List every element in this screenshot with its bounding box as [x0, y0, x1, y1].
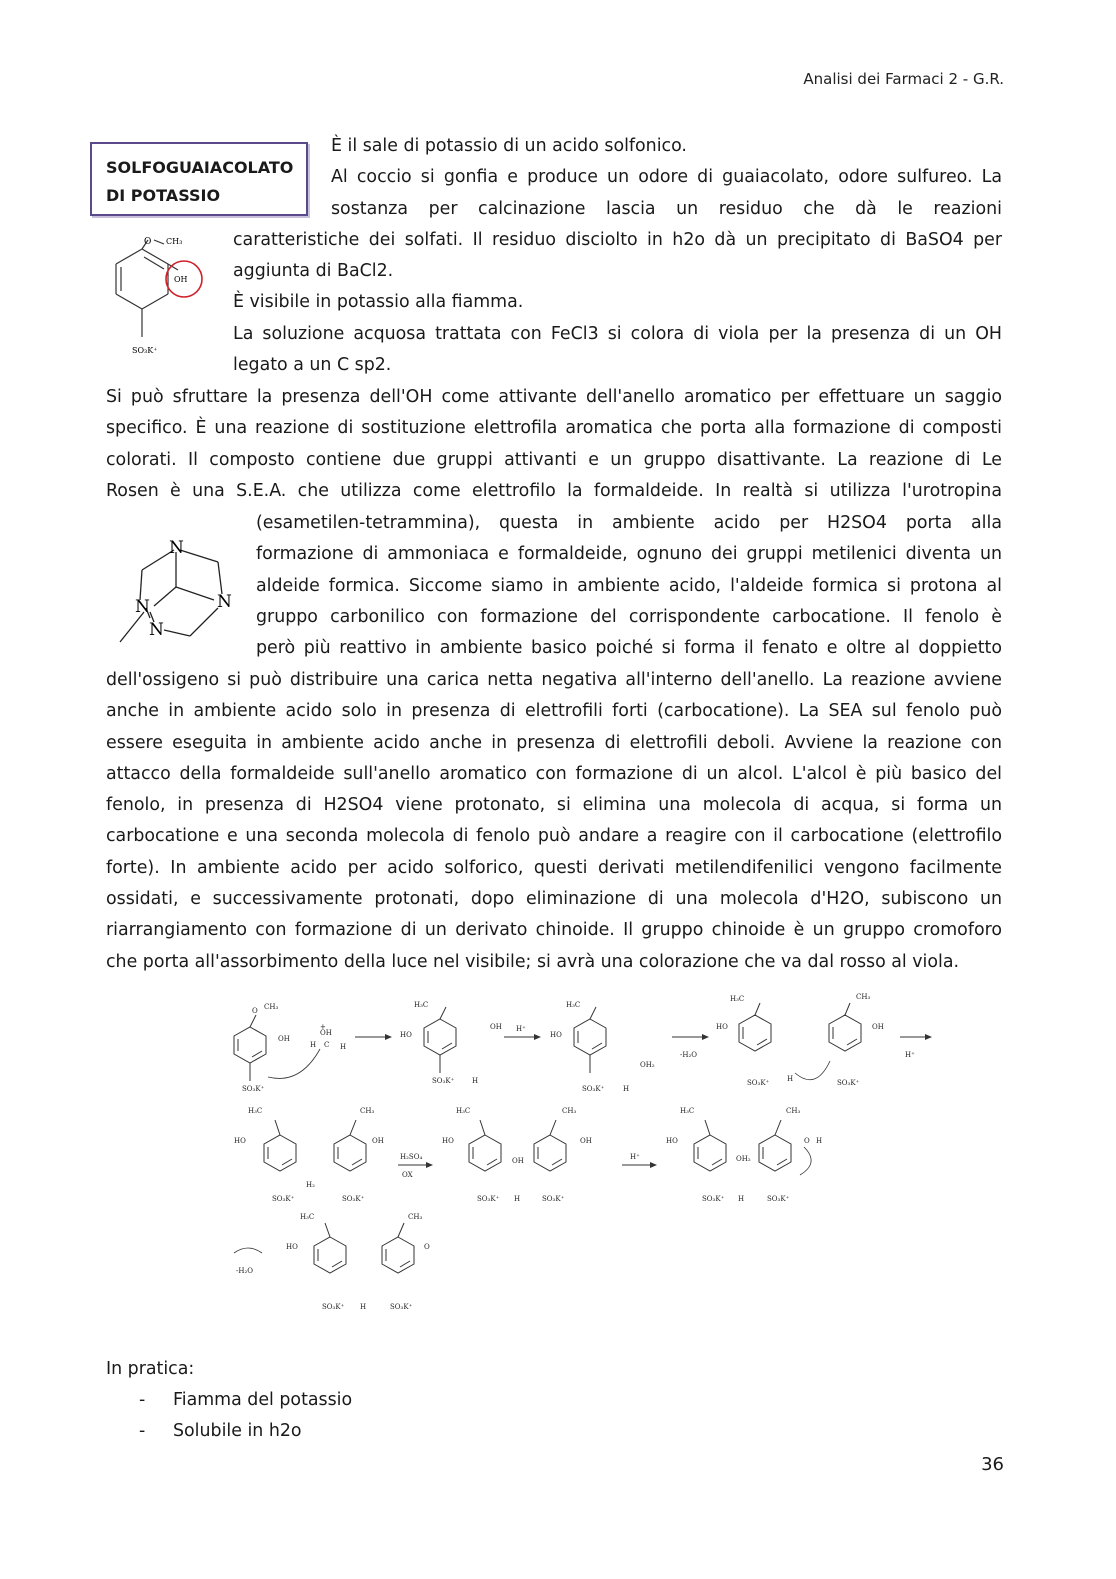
intro-line: È il sale di potassio di un acido solfonico.: [331, 136, 687, 156]
label-h: H: [738, 1195, 745, 1203]
body-line: Rosen è una S.E.A. che utilizza come elettrofilo la formaldeide. In realtà si utilizza l'urotropina: [106, 480, 1002, 501]
label-n-right: N: [217, 592, 232, 612]
intro-line: caratteristiche dei solfati. Il residuo disciolto in h2o dà un precipitato di BaSO4 per: [233, 229, 1002, 250]
urotropina-structure: [114, 532, 242, 650]
body-line: anche in ambiente acido solo in presenza di elettrofili forti (carbocatione). La SEA sul fenolo può: [106, 701, 1002, 722]
label-so3k: SO₃K⁺: [272, 1195, 295, 1203]
label-o: O: [424, 1243, 430, 1251]
label-h: H: [340, 1043, 347, 1051]
label-ho: HO: [286, 1243, 298, 1251]
label-ho: HO: [666, 1137, 678, 1145]
label-oh: OH: [174, 275, 188, 284]
label-minus-h2o: -H₂O: [680, 1051, 698, 1059]
label-ch3: CH₃: [408, 1213, 423, 1221]
body-line: dell'ossigeno si può distribuire una carica netta negativa all'interno dell'anello. La reazione avviene: [106, 670, 1002, 690]
body-line: colorati. Il composto contiene due gruppi attivanti e un gruppo disattivante. La reazione di Le: [106, 449, 1002, 470]
label-oh2: OH₂: [736, 1155, 751, 1163]
body-line: attacco della formaldeide sull'anello aromatico con formazione di un alcol. L'alcol è più basico del: [106, 763, 1002, 784]
label-ho: HO: [442, 1137, 454, 1145]
label-h: H: [472, 1077, 479, 1085]
intro-line: È visibile in potassio alla fiamma.: [233, 292, 524, 313]
label-h2: H₂: [306, 1181, 315, 1189]
body-line: fenolo, in presenza di H2SO4 viene protonato, si elimina una molecola di acqua, si forma un: [106, 795, 1002, 816]
body-line: gruppo carbonilico con formazione del corrispondente carbocatione. Il fenolo è: [256, 606, 1002, 627]
label-h3c: H₃C: [300, 1213, 315, 1221]
label-hplus: H⁺: [630, 1153, 640, 1161]
label-so3k: SO₃K⁺: [582, 1085, 605, 1093]
label-h: H: [514, 1195, 521, 1203]
label-so3k: SO₃K⁺: [132, 346, 158, 355]
label-ho: HO: [400, 1031, 412, 1039]
label-o: O: [804, 1137, 810, 1145]
intro-line: legato a un C sp2.: [233, 355, 392, 376]
label-h: H: [816, 1137, 823, 1145]
label-h: H: [360, 1303, 367, 1311]
label-minus-h2o: -H₂O: [236, 1267, 254, 1275]
label-so3k: SO₃K⁺: [702, 1195, 725, 1203]
label-h: H: [623, 1085, 630, 1093]
page-number: 36: [981, 1454, 1004, 1475]
label-h3c: H₃C: [566, 1001, 581, 1009]
label-h3c: H₃C: [248, 1107, 263, 1115]
body-line: (esametilen-tetrammina), questa in ambiente acido per H2SO4 porta alla: [256, 513, 1002, 533]
label-so3k: SO₃K⁺: [837, 1079, 860, 1087]
label-h: H: [787, 1075, 794, 1083]
intro-line: sostanza per calcinazione lascia un residuo che dà le reazioni: [331, 198, 1002, 219]
label-ch3: CH₃: [360, 1107, 375, 1115]
body-line: però più reattivo in ambiente basico poiché si forma il fenato e oltre al doppietto: [256, 638, 1002, 659]
label-oh: OH: [512, 1157, 524, 1165]
le-rosen-reaction-scheme: [220, 985, 950, 1320]
label-ch3: CH₃: [856, 993, 871, 1001]
section-title-line2: DI POTASSIO: [106, 186, 221, 205]
label-oh: OH: [320, 1029, 332, 1037]
label-so3k: SO₃K⁺: [390, 1303, 413, 1311]
label-h2so4: H₂SO₄: [400, 1153, 423, 1161]
body-paragraph-c: [106, 665, 1002, 978]
body-line: carbocatione e una seconda molecola di fenolo può andare a reagire con il carbocatione (elettrofilo: [106, 826, 1002, 847]
label-oh: OH: [490, 1023, 502, 1031]
solfoguaiacolato-structure: [104, 232, 214, 360]
label-oh2: OH₂: [640, 1061, 655, 1069]
running-header: Analisi dei Farmaci 2 - G.R.: [803, 70, 1004, 88]
body-paragraph-a: [106, 382, 1002, 507]
label-h: H: [310, 1041, 317, 1049]
body-line: essere eseguita in ambiente acido anche in presenza di elettrofili deboli. Avviene la reazione con: [106, 732, 1002, 753]
body-line: specifico. È una reazione di sostituzione elettrofila aromatica che porta alla formazione di composti: [106, 418, 1002, 439]
label-n-bottom: N: [149, 620, 164, 640]
list-item-text: Solubile in h2o: [173, 1421, 302, 1441]
label-c: C: [324, 1041, 330, 1049]
label-ho: HO: [716, 1023, 728, 1031]
label-so3k: SO₃K⁺: [242, 1085, 265, 1093]
label-so3k: SO₃K⁺: [322, 1303, 345, 1311]
body-line: formazione di ammoniaca e formaldeide, ognuno dei gruppi metilenici diventa un: [256, 544, 1002, 565]
body-line: che porta all'assorbimento della luce nel visibile; si avrà una colorazione che va dal rosso al viola.: [106, 951, 960, 972]
label-ox: OX: [402, 1171, 413, 1179]
label-ch3: CH₃: [166, 237, 183, 246]
list-item: - Solubile in h2o: [139, 1421, 302, 1441]
label-o: O: [252, 1007, 258, 1015]
label-oh: OH: [872, 1023, 884, 1031]
label-ho: HO: [234, 1137, 246, 1145]
label-h3c: H₃C: [456, 1107, 471, 1115]
body-line: ossidati, e successivamente protonati, dopo eliminazione di una molecola d'H2O, subiscono un: [106, 889, 1002, 910]
label-n-left: N: [135, 597, 150, 617]
label-so3k: SO₃K⁺: [747, 1079, 770, 1087]
intro-line: La soluzione acquosa trattata con FeCl3 si colora di viola per la presenza di un OH: [233, 323, 1002, 344]
label-h3c: H₃C: [414, 1001, 429, 1009]
label-h3c: H₃C: [730, 995, 745, 1003]
label-so3k: SO₃K⁺: [477, 1195, 500, 1203]
label-n-top: N: [169, 538, 184, 558]
label-o: O: [144, 237, 152, 247]
practice-heading: In pratica:: [106, 1359, 195, 1379]
label-so3k: SO₃K⁺: [542, 1195, 565, 1203]
list-item-text: Fiamma del potassio: [173, 1390, 353, 1410]
label-ho: HO: [550, 1031, 562, 1039]
label-ch3: CH₃: [264, 1003, 279, 1011]
intro-line: aggiunta di BaCl2.: [233, 261, 394, 282]
body-line: aldeide formica. Siccome siamo in ambiente acido, l'aldeide formica si protona al: [256, 575, 1002, 596]
section-title-line1: SOLFOGUAIACOLATO: [106, 158, 294, 177]
label-so3k: SO₃K⁺: [432, 1077, 455, 1085]
body-line: riarrangiamento con formazione di un derivato chinoide. Il gruppo chinoide è un gruppo cromoforo: [106, 920, 1002, 941]
body-paragraph-b: [256, 508, 1002, 664]
body-line: forte). In ambiente acido per acido solforico, questi derivati metilendifenilici vengono facilmente: [106, 857, 1002, 878]
label-ch3: CH₃: [786, 1107, 801, 1115]
label-plus: +: [320, 1023, 326, 1031]
practice-list: [106, 1354, 352, 1447]
label-oh: OH: [278, 1035, 290, 1043]
label-oh: OH: [580, 1137, 592, 1145]
label-oh: OH: [372, 1137, 384, 1145]
label-hplus: H⁺: [516, 1025, 526, 1033]
label-so3k: SO₃K⁺: [767, 1195, 790, 1203]
label-so3k: SO₃K⁺: [342, 1195, 365, 1203]
label-ch3: CH₃: [562, 1107, 577, 1115]
intro-line: Al coccio si gonfia e produce un odore di guaiacolato, odore sulfureo. La: [331, 167, 1002, 188]
label-h3c: H₃C: [680, 1107, 695, 1115]
body-line: Si può sfruttare la presenza dell'OH come attivante dell'anello aromatico per effettuare un saggio: [106, 387, 1002, 407]
label-hplus: H⁺: [905, 1051, 915, 1059]
list-item: - Fiamma del potassio: [139, 1390, 353, 1410]
